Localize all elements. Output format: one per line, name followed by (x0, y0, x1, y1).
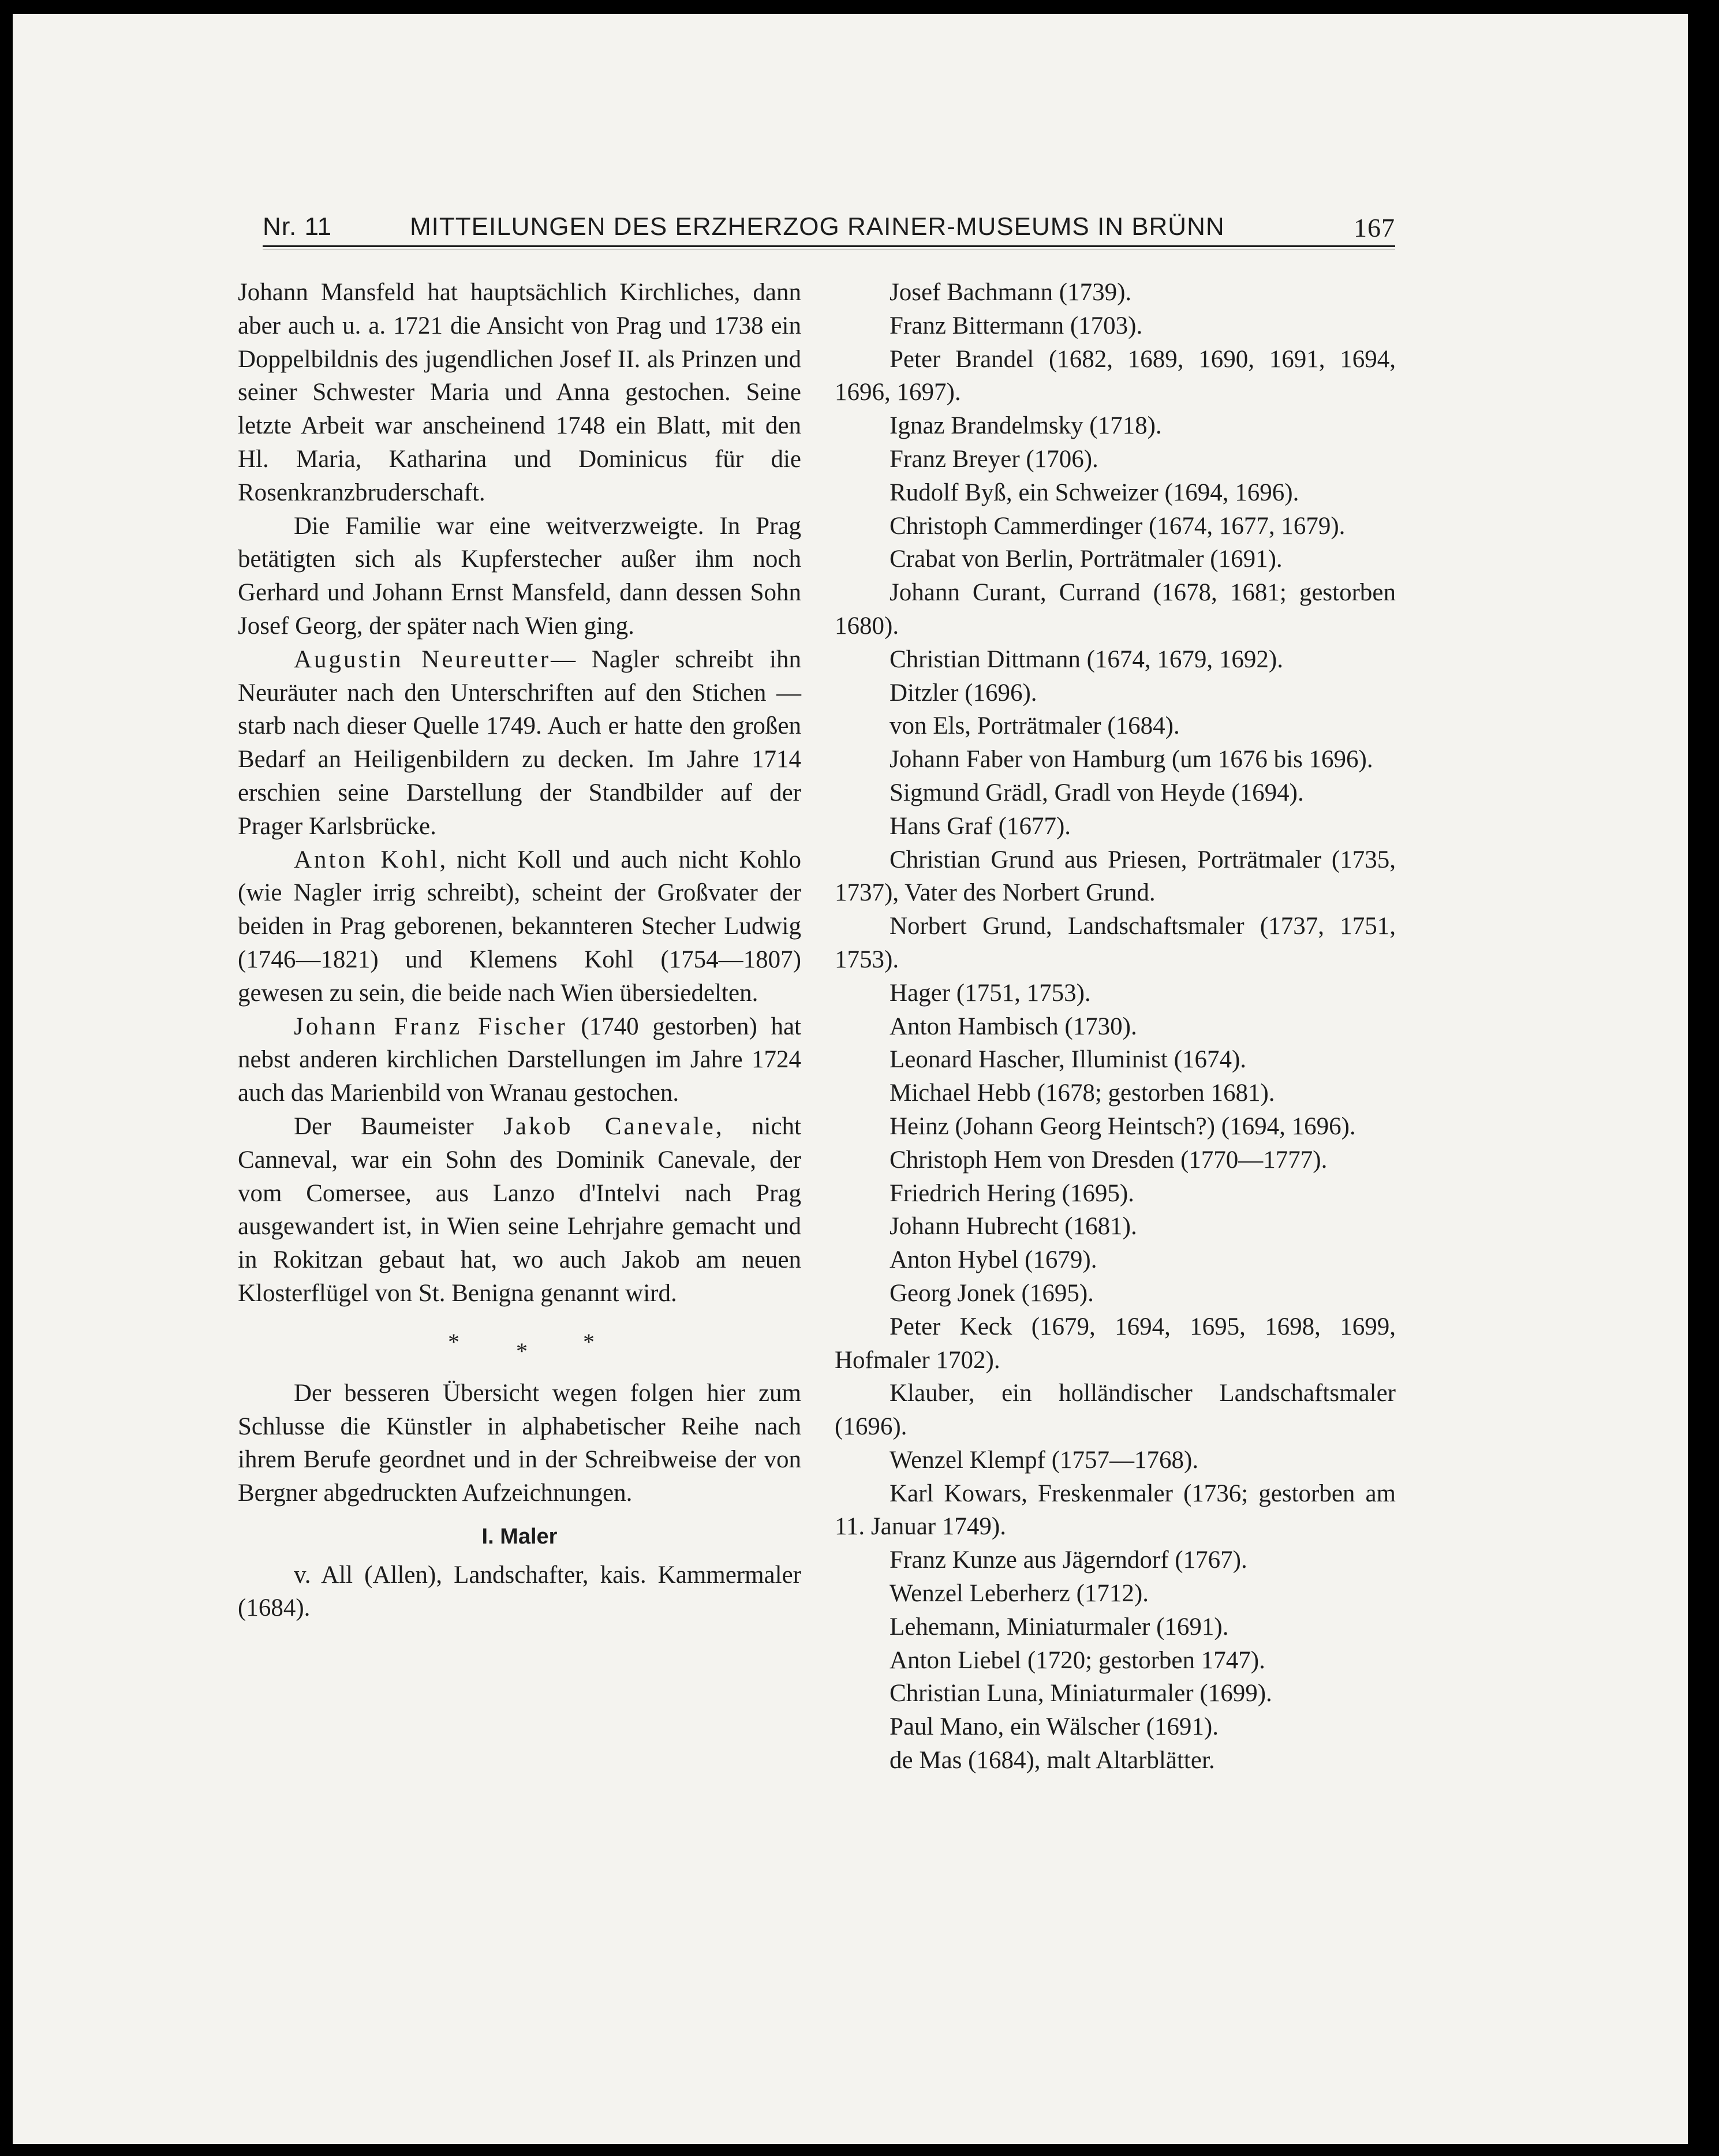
journal-title: MITTEILUNGEN DES ERZHERZOG RAINER-MUSEUMS IN BRÜNN (410, 212, 1225, 241)
artist-entry: Johann Hubrecht (1681). (890, 1213, 1137, 1240)
artist-name: Augustin Neureutter (294, 645, 551, 673)
artist-entry: Peter Brandel (1682, 1689, 1690, 1691, 1694, 1696, 1697). (835, 345, 1396, 406)
running-header (263, 208, 1395, 248)
artist-entry: Sigmund Grädl, Gradl von Heyde (1694). (890, 779, 1304, 806)
paragraph: Johann Franz Fischer (1740 gestorben) hat nebst anderen kirchlichen Darstellungen im Jahre 1724 auch das Marienbild von Wranau gestochen. (238, 1012, 802, 1107)
section-break (238, 1310, 801, 1377)
issue-number: Nr. 11 (263, 212, 332, 241)
artist-entry: Wenzel Leberherz (1712). (890, 1580, 1149, 1608)
artist-entry: Leonard Hascher, Illuminist (1674). (890, 1046, 1247, 1074)
artist-entry: Christian Luna, Miniaturmaler (1699). (890, 1680, 1272, 1707)
artist-entry: Christian Grund aus Priesen, Porträtmaler (1735, 1737), Vater des Norbert Grund. (835, 846, 1396, 907)
paragraph: Der Baumeister Jakob Canevale, nicht Canneval, war ein Sohn des Dominik Canevale, der vom Comersee, aus Lanzo d'Intelvi nach Prag ausgewandert ist, in Wien seine Lehrjahre gemacht und in Rokitzan gebaut hat, wo auch Jakob am neuen Klosterflügel von St. Benigna genannt wird. (238, 1112, 801, 1307)
artist-entry: Franz Kunze aus Jägerndorf (1767). (890, 1546, 1247, 1574)
paragraph: Die Familie war eine weitverzweigte. In Prag betätigten sich als Kupferstecher außer ihm noch Gerhard und Johann Ernst Mansfeld, dann dessen Sohn Josef Georg, der später nach Wien ging. (238, 512, 801, 640)
artist-name: Anton Kohl (294, 846, 440, 873)
artist-entry: von Els, Porträtmaler (1684). (890, 712, 1180, 740)
artist-entry: Christian Dittmann (1674, 1679, 1692). (890, 645, 1283, 673)
paragraph: Johann Mansfeld hat hauptsächlich Kirchliches, dann aber auch u. a. 1721 die Ansicht von Prag und 1738 ein Doppelbildnis des jugendlichen Josef II. als Prinzen und seiner Schwester Maria und Anna gestochen. Seine letzte Arbeit war anscheinend 1748 ein Blatt, mit den Hl. Maria, Katharina und Dominicus für die Rosenkranzbruderschaft. (238, 279, 801, 506)
artist-entry: Ditzler (1696). (890, 679, 1037, 707)
asterisk: * (583, 1328, 595, 1355)
header-rule (263, 245, 1395, 249)
artist-entry: Karl Kowars, Freskenmaler (1736; gestorben am 11. Januar 1749). (835, 1479, 1396, 1541)
artist-entry: Josef Bachmann (1739). (890, 279, 1132, 306)
artist-entry: Anton Hybel (1679). (890, 1246, 1097, 1274)
artist-entry: Anton Liebel (1720; gestorben 1747). (890, 1646, 1265, 1674)
artist-entry: Hans Graf (1677). (890, 812, 1071, 840)
paragraph: Der besseren Übersicht wegen folgen hier zum Schlusse die Künstler in alphabetischer Reihe nach ihrem Berufe geordnet und in der Schreibweise der von Bergner abgedruckten Aufzeichnungen. (238, 1379, 801, 1507)
artist-entry: Norbert Grund, Landschaftsmaler (1737, 1751, 1753). (835, 913, 1396, 973)
artist-entry: Anton Hambisch (1730). (890, 1012, 1137, 1040)
artist-entry: Christoph Cammerdinger (1674, 1677, 1679). (890, 512, 1346, 540)
artist-entry: Peter Keck (1679, 1694, 1695, 1698, 1699, Hofmaler 1702). (835, 1313, 1396, 1374)
asterisk: * (448, 1328, 459, 1355)
artist-entry: Heinz (Johann Georg Heintsch?) (1694, 1696). (890, 1112, 1356, 1140)
artist-entry: Georg Jonek (1695). (890, 1279, 1094, 1307)
section-heading: I. Maler (481, 1524, 558, 1549)
artist-entry: Wenzel Klempf (1757—1768). (890, 1446, 1199, 1474)
artist-name: Johann Franz Fischer (294, 1012, 567, 1040)
artist-entry: Johann Faber von Hamburg (um 1676 bis 1696). (890, 746, 1373, 774)
artist-entry: Michael Hebb (1678; gestorben 1681). (890, 1079, 1275, 1107)
artist-entry: Franz Breyer (1706). (890, 445, 1098, 473)
page-number: 167 (1354, 213, 1395, 242)
artist-entry: Ignaz Brandelmsky (1718). (890, 412, 1162, 440)
left-column (238, 276, 801, 1625)
artist-entry: Paul Mano, ein Wälscher (1691). (890, 1713, 1219, 1741)
asterisk: * (516, 1337, 528, 1364)
artist-entry: Friedrich Hering (1695). (890, 1179, 1134, 1207)
artist-entry: Klauber, ein holländischer Landschaftsmaler (1696). (835, 1380, 1396, 1441)
artist-list (835, 276, 1396, 1777)
artist-entry: Franz Bittermann (1703). (890, 312, 1143, 339)
artist-entry: Lehemann, Miniaturmaler (1691). (890, 1613, 1229, 1641)
paragraph: v. All (Allen), Landschafter, kais. Kammermaler (1684). (238, 1561, 801, 1622)
paragraph: Anton Kohl, nicht Koll und auch nicht Kohlo (wie Nagler irrig schreibt), scheint der Großvater der beiden in Prag geborenen, bekannteren Stecher Ludwig (1746—1821) und Klemens Kohl (1754—1807) gewesen zu sein, die beide nach Wien übersiedelten. (238, 846, 802, 1007)
right-column (835, 276, 1396, 1777)
artist-entry: Christoph Hem von Dresden (1770—1777). (890, 1146, 1328, 1174)
paragraph: Augustin Neureutter— Nagler schreibt ihn Neuräuter nach den Unterschriften auf den Stichen — starb nach dieser Quelle 1749. Auch er hatte den großen Bedarf an Heiligenbildern zu decken. Im Jahre 1714 erschien seine Darstellung der Standbilder auf der Prager Karlsbrücke. (238, 645, 801, 840)
artist-entry: Johann Curant, Currand (1678, 1681; gestorben 1680). (835, 579, 1396, 640)
artist-entry: Hager (1751, 1753). (890, 979, 1091, 1007)
artist-entry: Rudolf Byß, ein Schweizer (1694, 1696). (890, 479, 1299, 506)
artist-entry: de Mas (1684), malt Altarblätter. (890, 1747, 1215, 1774)
artist-entry: Crabat von Berlin, Porträtmaler (1691). (890, 545, 1283, 573)
artist-name: Jakob Canevale (503, 1112, 716, 1140)
